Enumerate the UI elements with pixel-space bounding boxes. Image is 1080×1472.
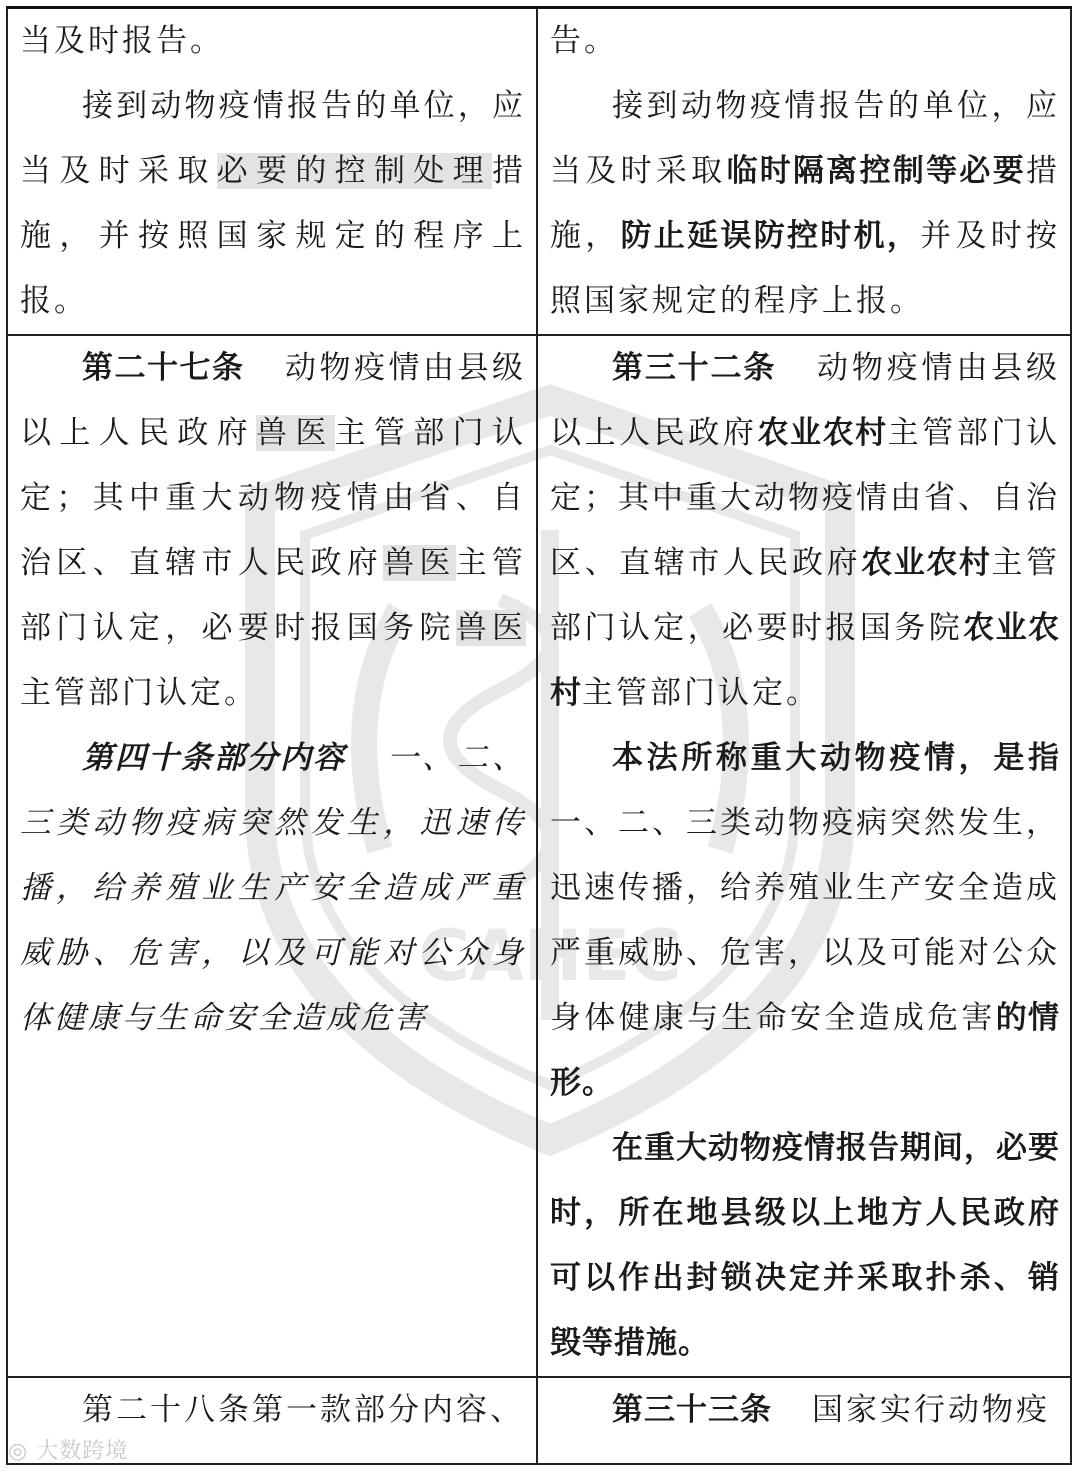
new-text: 一、二、三类动物疫病突然发生，迅速传播，给养殖业生产安全造成严重威胁、危害，以及可能对公众身体健康与生命安全造成危害	[550, 805, 1060, 1036]
bold-added-text: 防止延误防控时机，	[620, 218, 921, 254]
new-text: 主管部门认定；其中重大动物疫情由省、自治区、直辖市人民政府	[550, 415, 1061, 581]
watermark-text: CAHEC	[418, 915, 682, 997]
bold-added-text: 农业农村	[550, 610, 1061, 711]
source-watermark-text: 大数跨境	[36, 1439, 129, 1464]
new-paragraph	[550, 1378, 1060, 1443]
table-row	[7, 1377, 1071, 1464]
bold-added-text: 的情形。	[550, 1000, 1061, 1101]
highlighted-deleted-text: 兽医	[256, 415, 335, 451]
table-row	[7, 335, 1071, 1377]
article-number: 第三十二条	[612, 350, 777, 386]
bold-added-text: 农业农村	[861, 545, 992, 581]
bold-added-text: 本法所称重大动物疫情，是指	[612, 740, 1060, 776]
article-number: 第二十七条	[82, 350, 245, 386]
bold-added-text: 临时隔离控制等必要	[726, 153, 1027, 189]
new-law-cell	[537, 8, 1071, 336]
new-law-cell	[537, 335, 1071, 1377]
old-text: 主管部门认定。	[20, 675, 258, 711]
new-law-cell	[537, 1377, 1071, 1464]
old-paragraph: 第二十八条第一款部分内容、	[82, 1392, 524, 1428]
new-text: 动物疫情由县级以上人民政府	[550, 350, 1061, 451]
new-paragraph-bold: 在重大动物疫情报告期间，必要时，所在地县级以上地方人民政府可以作出封锁决定并采取扑杀、销毁等措施。	[550, 1130, 1060, 1361]
old-text: 主管部门认定；其中重大动物疫情由省、自治区、直辖市人民政府	[20, 415, 527, 581]
new-text: 措施，	[550, 153, 1061, 254]
table-row	[7, 8, 1071, 336]
article-number: 第三十三条	[612, 1392, 772, 1428]
new-text: 接到动物疫情报告的单位，应当及时采取	[550, 88, 1060, 189]
new-text: 国家实行动物疫	[812, 1392, 1050, 1428]
source-watermark	[8, 1434, 128, 1465]
old-text: 主管部门认定，必要时报国务院	[20, 545, 527, 646]
highlighted-deleted-text: 兽医	[455, 610, 527, 646]
old-text: 接到动物疫情报告的单位，应当及时采取	[20, 88, 526, 189]
old-paragraph	[20, 74, 526, 334]
new-paragraph	[550, 74, 1060, 334]
wechat-icon: ◎	[8, 1439, 29, 1464]
old-law-cell	[7, 8, 537, 336]
old-text: 动物疫情由县级以上人民政府	[20, 350, 526, 451]
old-paragraph-italic	[20, 726, 526, 1051]
comparison-table	[6, 6, 1072, 1465]
bold-added-text: 农业农村	[757, 415, 888, 451]
new-paragraph	[550, 336, 1060, 726]
old-paragraph	[20, 336, 526, 726]
new-text-line: 告。	[550, 23, 618, 59]
new-text: 主管部门认定。	[582, 675, 820, 711]
old-text: 措施，并按照国家规定的程序上报。	[20, 153, 527, 319]
new-text: 并及时按照国家规定的程序上报。	[550, 218, 1061, 319]
new-paragraph	[550, 726, 1060, 1116]
old-text-line: 当及时报告。	[20, 23, 224, 59]
old-text: 一、二、三类动物疫病突然发生，迅速传播，给养殖业生产安全造成严重威胁、危害，以及可能对公众身体健康与生命安全造成危害	[20, 740, 526, 1036]
old-law-cell	[7, 335, 537, 1377]
highlighted-deleted-text: 必要的控制处理	[216, 153, 493, 189]
article-reference: 第四十条部分内容	[82, 740, 346, 776]
new-text: 主管部门认定，必要时报国务院	[550, 545, 1061, 646]
highlighted-deleted-text: 兽医	[383, 545, 456, 581]
